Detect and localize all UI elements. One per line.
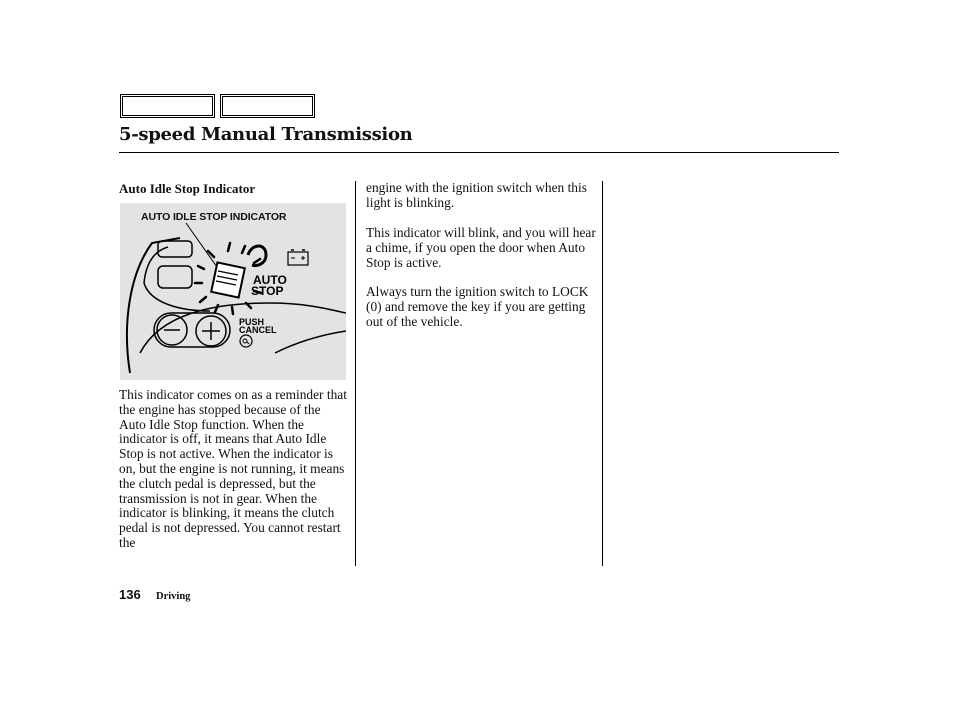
key-icon — [240, 335, 252, 347]
indicator-figure — [120, 203, 346, 380]
right-paragraph-3: Always turn the ignition switch to LOCK (0) and remove the key if you are getting out of the vehicle. — [366, 284, 589, 329]
stop-label: STOP — [251, 284, 284, 298]
column-divider-2 — [602, 181, 603, 566]
dashboard-illustration — [120, 203, 346, 380]
minus-icon — [157, 315, 187, 345]
page-number: 136 — [119, 587, 141, 602]
page-title: 5-speed Manual Transmission — [119, 124, 413, 145]
right-paragraph-1: engine with the ignition switch when this light is blinking. — [366, 180, 587, 210]
title-divider — [119, 152, 839, 153]
push-label: PUSH — [239, 317, 265, 327]
right-paragraph-2: This indicator will blink, and you will hear a chime, if you open the door when Auto Stop is active. — [366, 225, 596, 270]
auto-label: AUTO — [253, 273, 287, 287]
header-tab-box-2 — [220, 94, 315, 118]
plus-icon — [196, 316, 226, 346]
column-divider-1 — [355, 181, 356, 566]
section-name: Driving — [156, 591, 191, 602]
battery-icon — [288, 250, 308, 265]
header-tab-box-1 — [120, 94, 215, 118]
section-subheading: Auto Idle Stop Indicator — [119, 181, 256, 196]
left-paragraph: This indicator comes on as a reminder that the engine has stopped because of the Auto Idle Stop function. When the indicator is off, it means that Auto Idle Stop is not active. When the indicator is on, but the engine is not running, it means the clutch pedal is depressed, but the transmission is not in gear. When the indicator is blinking, it means the clutch pedal is not depressed. You cannot restart the — [119, 387, 347, 550]
figure-caption: AUTO IDLE STOP INDICATOR — [141, 211, 287, 223]
cancel-label: CANCEL — [239, 325, 277, 335]
